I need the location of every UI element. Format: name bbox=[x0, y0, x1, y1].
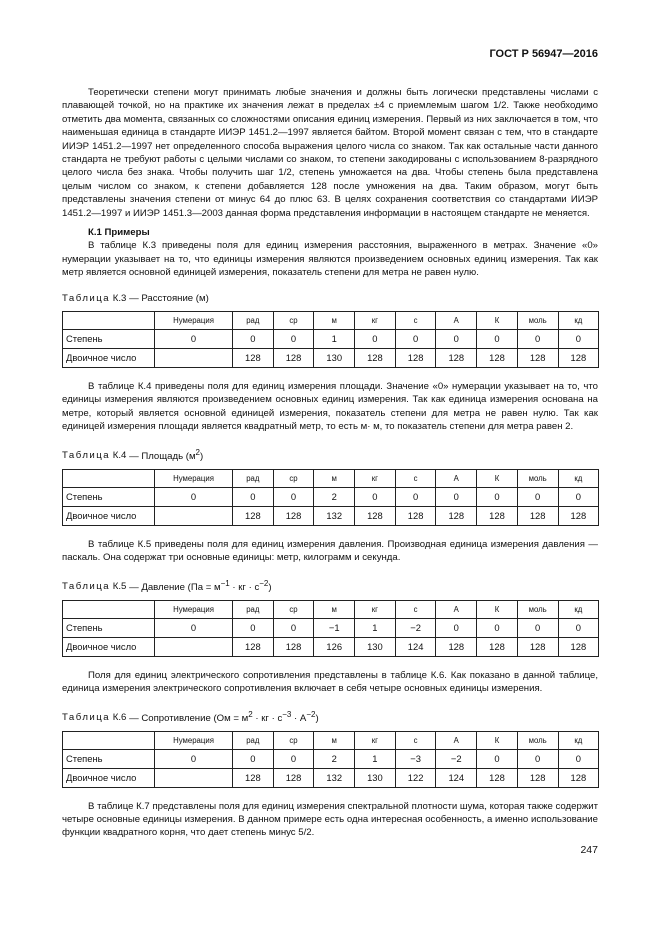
header-cell: кг bbox=[355, 469, 396, 487]
table-cell: 0 bbox=[155, 329, 233, 348]
table-cell: 128 bbox=[273, 637, 314, 656]
table-cell: 0 bbox=[558, 487, 599, 506]
table-row bbox=[63, 329, 599, 348]
paragraph-k6-intro: Поля для единиц электрического сопротивления представлены в таблице К.6. Как показано в данной таблице, единица измерения электрического сопротивления включает в себя четыре основных единицы измерения. bbox=[62, 669, 598, 694]
table-cell: 128 bbox=[436, 506, 477, 525]
header-cell: м bbox=[314, 469, 355, 487]
table-cell: −2 bbox=[395, 618, 436, 637]
header-cell: с bbox=[395, 600, 436, 618]
table-cell bbox=[155, 348, 233, 367]
header-cell: кд bbox=[558, 731, 599, 749]
table-title: — Расстояние (м) bbox=[129, 292, 209, 304]
header-cell: Нумерация bbox=[155, 731, 233, 749]
table-label: Таблица bbox=[62, 712, 111, 724]
table-cell: 0 bbox=[155, 749, 233, 768]
row-label: Двоичное число bbox=[63, 506, 155, 525]
table-header-row bbox=[63, 469, 599, 487]
table-k4 bbox=[62, 469, 599, 526]
table-cell: 128 bbox=[558, 506, 599, 525]
header-cell-empty bbox=[63, 600, 155, 618]
table-cell: 0 bbox=[517, 329, 558, 348]
table-cell bbox=[155, 506, 233, 525]
table-number: К.4 bbox=[112, 450, 127, 462]
table-cell: 128 bbox=[517, 506, 558, 525]
header-cell: Нумерация bbox=[155, 469, 233, 487]
table-number: К.3 bbox=[112, 292, 127, 304]
table-cell: 0 bbox=[558, 618, 599, 637]
row-label: Двоичное число bbox=[63, 637, 155, 656]
header-cell: кг bbox=[355, 731, 396, 749]
table-cell: 1 bbox=[355, 618, 396, 637]
table-cell: 130 bbox=[314, 348, 355, 367]
table-cell: 1 bbox=[355, 749, 396, 768]
table-cell: 0 bbox=[477, 618, 518, 637]
row-label: Степень bbox=[63, 618, 155, 637]
paragraph-exponents: Теоретически степени могут принимать любые значения и должны быть логически представлены числами с плавающей точкой, но на практике их значения лежат в пределах ±4 с приемлемым шагом 1/2. Также необходимо отметить два момента, связанных со сложностями описания единиц измерения. Первый из них заключается в том, что наименьшая единица в стандарте ИИЭР 1451.2—1997 является байтом. Второй момент связан с тем, что в стандарте ИИЭР 1451.2—1997 нет определенного способа выражения целого числа со знаком. Так как остальные части данного стандарта не требуют работы с целыми числами со знаком, то степени закодированы с использованием 8-разрядного целого числа без знака. Чтобы получить шаг 1/2, степень умножается на два. Чтобы степень была представлена целым числом со знаком, к степени добавляется 128 после умножения на два. Таким образом, могут быть представлены значения степени от минус 64 до плюс 63. В целях сохранения соответствия со стандартами ИИЭР 1451.2—1997 и ИИЭР 1451.3—2003 данная форма представления информации в настоящем стандарте не меняется. bbox=[62, 87, 598, 219]
table-cell: 128 bbox=[477, 768, 518, 787]
table-cell: −1 bbox=[314, 618, 355, 637]
table-cell: 124 bbox=[395, 637, 436, 656]
header-cell: ср bbox=[273, 469, 314, 487]
table-cell: 0 bbox=[517, 487, 558, 506]
header-cell: ср bbox=[273, 600, 314, 618]
table-cell: 0 bbox=[558, 749, 599, 768]
table-cell: 0 bbox=[558, 329, 599, 348]
table-cell: 124 bbox=[436, 768, 477, 787]
header-cell: м bbox=[314, 311, 355, 329]
table-cell: 0 bbox=[395, 329, 436, 348]
header-cell: ср bbox=[273, 311, 314, 329]
page-number: 247 bbox=[580, 844, 598, 856]
table-title: — Сопротивление ($Ом = м^2$ · кг · $с^{-3} \cdot А^{-2}$) bbox=[129, 709, 319, 724]
table-cell: 132 bbox=[314, 768, 355, 787]
table-caption-k3 bbox=[62, 292, 598, 305]
table-cell: 0 bbox=[155, 618, 233, 637]
header-cell-empty bbox=[63, 731, 155, 749]
table-cell: 0 bbox=[436, 618, 477, 637]
table-cell: 128 bbox=[355, 348, 396, 367]
table-label: Таблица bbox=[62, 292, 111, 304]
table-cell: 128 bbox=[355, 506, 396, 525]
table-cell: 128 bbox=[233, 506, 274, 525]
header-cell: А bbox=[436, 469, 477, 487]
header-cell: А bbox=[436, 600, 477, 618]
table-cell: 0 bbox=[233, 487, 274, 506]
table-cell: 0 bbox=[477, 329, 518, 348]
table-cell: 0 bbox=[436, 487, 477, 506]
table-header-row bbox=[63, 731, 599, 749]
table-cell: 128 bbox=[477, 348, 518, 367]
paragraph-k7-intro: В таблице К.7 представлены поля для единиц измерения спектральной плотности шума, которая также содержит четыре основные единицы измерения. В данном примере есть одна интересная особенность, а именно использование функции квадратного корня, что дает степень минус 5/2. bbox=[62, 800, 598, 839]
table-header-row bbox=[63, 600, 599, 618]
header-cell: рад bbox=[233, 469, 274, 487]
header-cell: моль bbox=[517, 311, 558, 329]
header-cell: рад bbox=[233, 731, 274, 749]
table-k6 bbox=[62, 731, 599, 788]
table-row bbox=[63, 618, 599, 637]
table-cell: 130 bbox=[355, 768, 396, 787]
table-row bbox=[63, 487, 599, 506]
table-cell: 0 bbox=[477, 487, 518, 506]
header-cell: кд bbox=[558, 600, 599, 618]
row-label: Двоичное число bbox=[63, 348, 155, 367]
table-cell: 0 bbox=[517, 618, 558, 637]
table-k5 bbox=[62, 600, 599, 657]
header-cell: К bbox=[477, 731, 518, 749]
paragraph-k5-intro: В таблице К.5 приведены поля для единиц измерения давления. Производная единица измерения давления — паскаль. Она содержат три основные единицы: метр, килограмм и секунда. bbox=[62, 538, 598, 563]
header-cell: Нумерация bbox=[155, 600, 233, 618]
section-heading: К.1 Примеры bbox=[88, 227, 150, 239]
header-cell: м bbox=[314, 731, 355, 749]
table-cell: 128 bbox=[233, 768, 274, 787]
table-cell: 126 bbox=[314, 637, 355, 656]
header-cell: кд bbox=[558, 311, 599, 329]
table-number: К.6 bbox=[112, 712, 127, 724]
table-caption-k5 bbox=[62, 576, 598, 593]
table-cell: 128 bbox=[477, 506, 518, 525]
table-cell: −3 bbox=[395, 749, 436, 768]
table-cell: 0 bbox=[395, 487, 436, 506]
table-cell: 0 bbox=[273, 618, 314, 637]
table-cell: 128 bbox=[558, 637, 599, 656]
table-cell: 0 bbox=[273, 749, 314, 768]
table-cell: 2 bbox=[314, 487, 355, 506]
table-row bbox=[63, 506, 599, 525]
table-cell: 128 bbox=[233, 348, 274, 367]
table-number: К.5 bbox=[112, 581, 127, 593]
table-cell: 128 bbox=[517, 348, 558, 367]
table-cell: 128 bbox=[436, 348, 477, 367]
table-cell: 128 bbox=[273, 506, 314, 525]
header-cell: рад bbox=[233, 600, 274, 618]
table-title: — Площадь $(м^2)$ bbox=[129, 447, 204, 462]
table-cell bbox=[155, 768, 233, 787]
table-row bbox=[63, 749, 599, 768]
table-title: — Давление ($Па = м^{-1}$ · кг · $с^{-2}$) bbox=[129, 578, 272, 593]
header-cell: моль bbox=[517, 731, 558, 749]
table-cell: 0 bbox=[233, 618, 274, 637]
row-label: Степень bbox=[63, 749, 155, 768]
table-cell: 0 bbox=[273, 329, 314, 348]
header-cell: кг bbox=[355, 311, 396, 329]
table-cell: 128 bbox=[477, 637, 518, 656]
table-cell: 0 bbox=[273, 487, 314, 506]
table-cell: 0 bbox=[477, 749, 518, 768]
table-cell: 128 bbox=[395, 348, 436, 367]
table-label: Таблица bbox=[62, 581, 111, 593]
table-cell: 2 bbox=[314, 749, 355, 768]
table-row bbox=[63, 348, 599, 367]
table-cell: 128 bbox=[436, 637, 477, 656]
table-cell: 128 bbox=[558, 348, 599, 367]
table-cell bbox=[155, 637, 233, 656]
header-cell: А bbox=[436, 311, 477, 329]
paragraph-k4-intro: В таблице К.4 приведены поля для единиц измерения площади. Значение «0» нумерации указывает на то, что единицы измерения являются произведением основных единиц измерения. Так как единица измерения основана на метре, который является основной единицей измерения, показатель степени для метра не равен нулю. Так как единицей измерения площади является квадратный метр, то есть м· м, то показатель степени для метра равен 2. bbox=[62, 380, 598, 432]
table-row bbox=[63, 768, 599, 787]
row-label: Двоичное число bbox=[63, 768, 155, 787]
table-header-row bbox=[63, 311, 599, 329]
row-label: Степень bbox=[63, 487, 155, 506]
table-cell: 0 bbox=[155, 487, 233, 506]
table-cell: 0 bbox=[436, 329, 477, 348]
header-cell: К bbox=[477, 600, 518, 618]
paragraph-k3-intro: В таблице К.3 приведены поля для единиц измерения расстояния, выраженного в метрах. Значение «0» нумерации указывает на то, что единицы измерения являются произведением основных единиц измерения. Так как метр является основной единицей измерения, показатель степени для метра не равен нулю. bbox=[62, 240, 598, 279]
header-cell: кд bbox=[558, 469, 599, 487]
table-cell: −2 bbox=[436, 749, 477, 768]
header-cell: с bbox=[395, 311, 436, 329]
table-cell: 128 bbox=[395, 506, 436, 525]
table-cell: 1 bbox=[314, 329, 355, 348]
table-cell: 128 bbox=[517, 637, 558, 656]
header-cell-empty bbox=[63, 469, 155, 487]
header-cell: К bbox=[477, 469, 518, 487]
header-cell: моль bbox=[517, 600, 558, 618]
header-cell: кг bbox=[355, 600, 396, 618]
header-cell: рад bbox=[233, 311, 274, 329]
table-cell: 130 bbox=[355, 637, 396, 656]
document-header: ГОСТ Р 56947—2016 bbox=[489, 48, 598, 60]
table-cell: 128 bbox=[517, 768, 558, 787]
header-cell-empty bbox=[63, 311, 155, 329]
header-cell: ср bbox=[273, 731, 314, 749]
table-cell: 122 bbox=[395, 768, 436, 787]
header-cell: с bbox=[395, 469, 436, 487]
header-cell: моль bbox=[517, 469, 558, 487]
table-cell: 128 bbox=[558, 768, 599, 787]
table-label: Таблица bbox=[62, 450, 111, 462]
row-label: Степень bbox=[63, 329, 155, 348]
table-cell: 128 bbox=[273, 348, 314, 367]
table-caption-k6 bbox=[62, 707, 598, 724]
header-cell: К bbox=[477, 311, 518, 329]
table-cell: 132 bbox=[314, 506, 355, 525]
header-cell: м bbox=[314, 600, 355, 618]
table-cell: 0 bbox=[517, 749, 558, 768]
table-cell: 0 bbox=[233, 749, 274, 768]
table-cell: 0 bbox=[355, 329, 396, 348]
table-cell: 128 bbox=[233, 637, 274, 656]
table-caption-k4 bbox=[62, 445, 598, 462]
header-cell: А bbox=[436, 731, 477, 749]
table-cell: 0 bbox=[355, 487, 396, 506]
table-row bbox=[63, 637, 599, 656]
table-cell: 128 bbox=[273, 768, 314, 787]
table-cell: 0 bbox=[233, 329, 274, 348]
header-cell: с bbox=[395, 731, 436, 749]
header-cell: Нумерация bbox=[155, 311, 233, 329]
table-k3 bbox=[62, 311, 599, 368]
page-content bbox=[62, 86, 598, 840]
